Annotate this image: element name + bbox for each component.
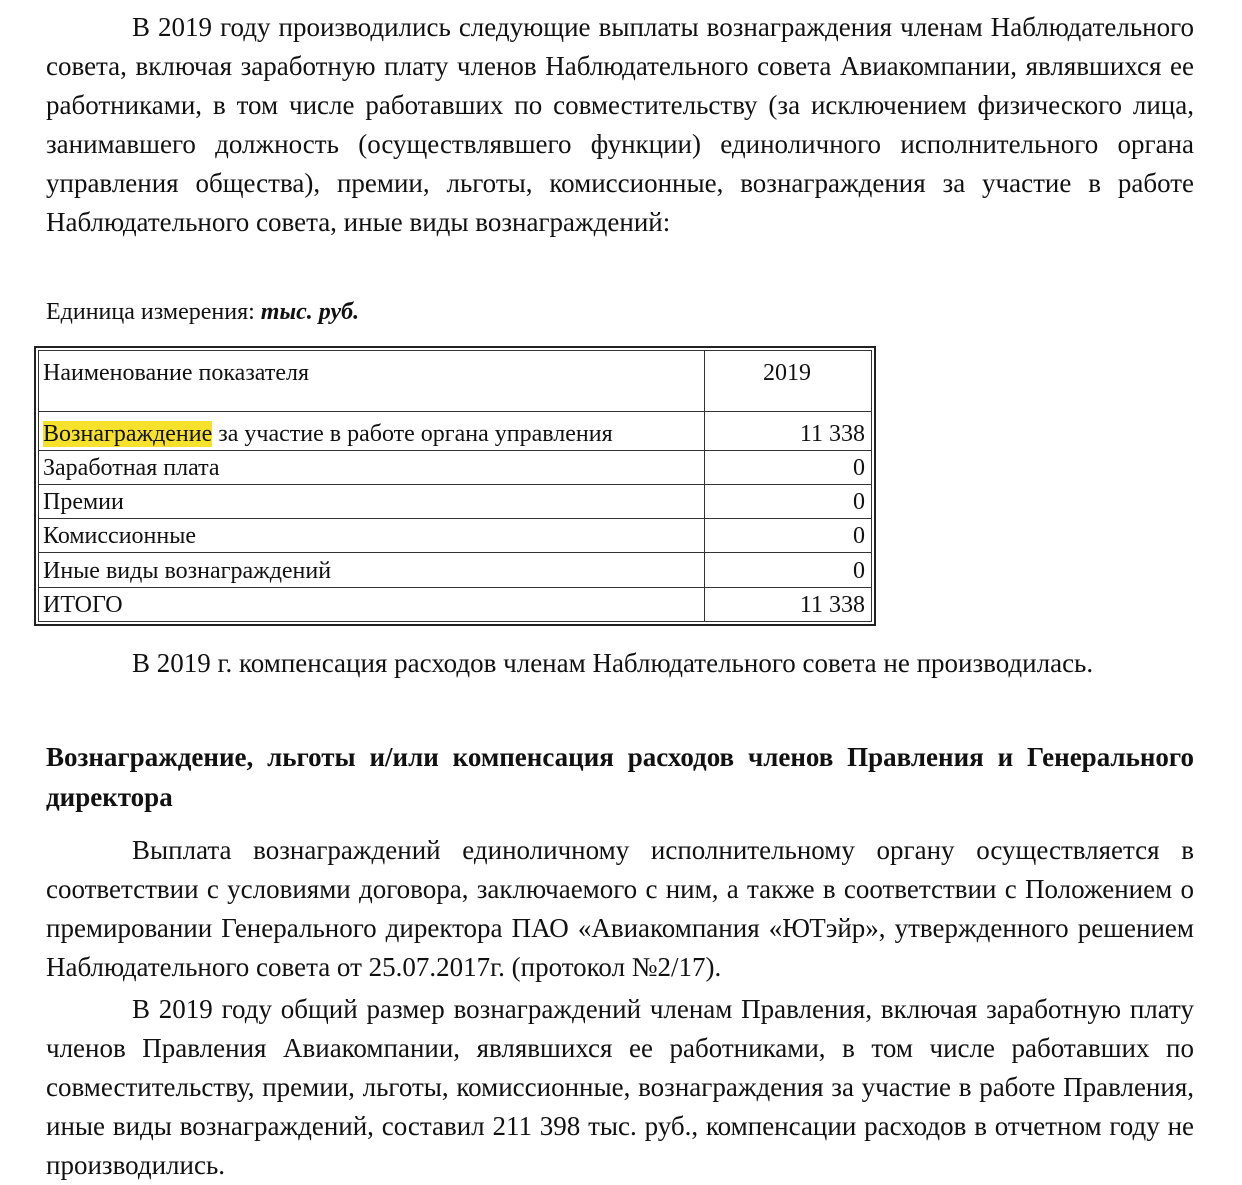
row-value: 0 (705, 519, 872, 553)
section-heading: Вознаграждение, льготы и/или компенсация расходов членов Правления и Генерального директора (46, 742, 1194, 812)
table-row (39, 412, 872, 450)
row-value: 11 338 (705, 587, 872, 621)
table-row-total (39, 587, 872, 621)
unit-label: Единица измерения: (46, 299, 261, 325)
paragraph-board-total: В 2019 году общий размер вознаграждений членам Правления, включая заработную плату членов Правления Авиакомпании, являвшихся ее работниками, в том числе работавших по совместительству, премии, льготы, комиссионные, вознаграждения за участие в работе Правления, иные виды вознаграждений, составил 211 398 тыс. руб., компенсации расходов в отчетном году не производились. (46, 994, 1194, 1180)
row-name: Заработная плата (39, 450, 705, 484)
row-value: 0 (705, 553, 872, 587)
header-year: 2019 (705, 351, 872, 412)
row-name: Премии (39, 484, 705, 518)
highlighted-word: Вознаграждение (43, 420, 213, 447)
unit-value: тыс. руб. (260, 299, 360, 325)
row-value: 0 (705, 484, 872, 518)
row-name: Иные виды вознаграждений (39, 553, 705, 587)
table-header-row (39, 351, 872, 412)
table-row (39, 519, 872, 553)
unit-of-measure (46, 296, 359, 328)
paragraph-supervisory-board-payments: В 2019 году производились следующие выплаты вознаграждения членам Наблюдательного совета, включая заработную плату членов Наблюдательного совета Авиакомпании, являвшихся ее работниками, в том числе работавших по совместительству (за исключением физического лица, занимавшего должность (осуществлявшего функции) единоличного исполнительного органа управления общества), премии, льготы, комиссионные, вознаграждения за участие в работе Наблюдательного совета, иные виды вознаграждений: (46, 12, 1194, 237)
row-name: Комиссионные (39, 519, 705, 553)
header-indicator-name: Наименование показателя (39, 351, 705, 412)
row-name-rest: за участие в работе органа управления (212, 420, 613, 447)
row-name (39, 412, 705, 450)
row-name: ИТОГО (39, 587, 705, 621)
paragraph-ceo-remuneration: Выплата вознаграждений единоличному исполнительному органу осуществляется в соответствии с условиями договора, заключаемого с ним, а также в соответствии с Положением о премировании Генерального директора ПАО «Авиакомпания «ЮТэйр», утвержденного решением Наблюдательного совета от 25.07.2017г. (протокол №2/17). (46, 835, 1194, 982)
paragraph-no-compensation: В 2019 г. компенсация расходов членам Наблюдательного совета не производилась. (132, 648, 1094, 678)
row-value: 0 (705, 450, 872, 484)
row-value: 11 338 (705, 412, 872, 450)
table-row (39, 484, 872, 518)
table-row (39, 450, 872, 484)
table-row (39, 553, 872, 587)
remuneration-table (34, 346, 876, 626)
